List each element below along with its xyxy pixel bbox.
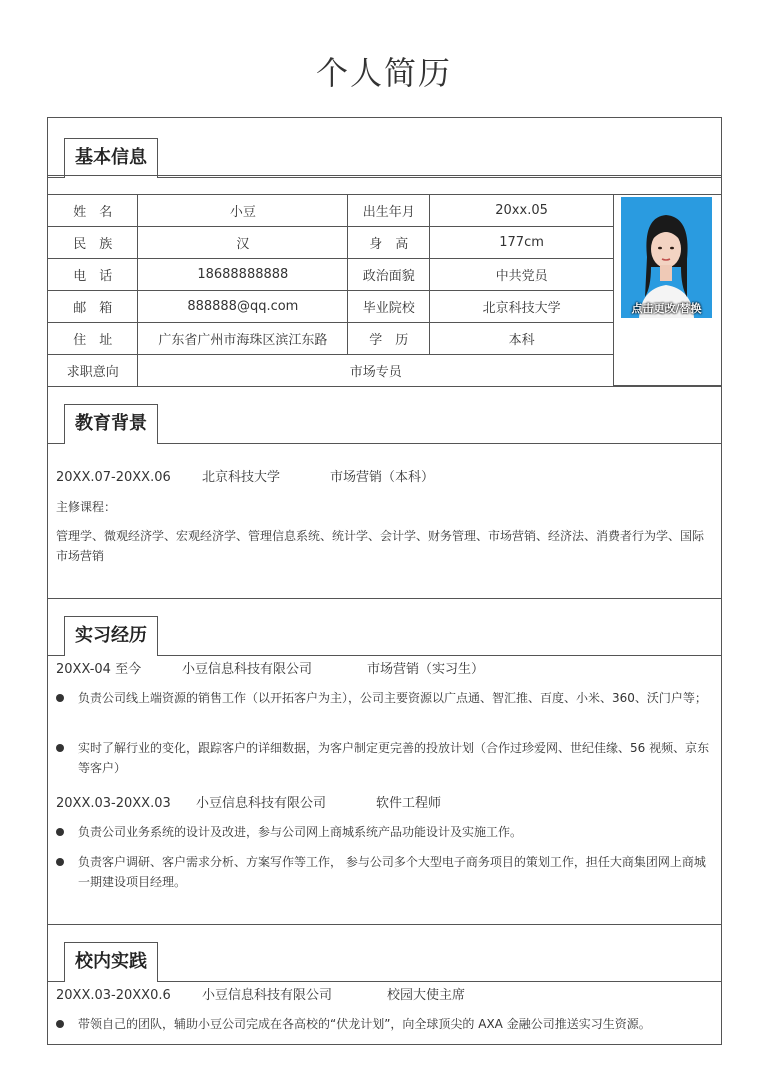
section-title-basic: 基本信息 [64, 138, 158, 178]
section-header-education [48, 404, 721, 444]
bullet-dot [56, 694, 64, 702]
value-birth[interactable]: 20xx.05 [430, 195, 614, 227]
internship-period: 20XX-04 至今 [56, 662, 142, 677]
section-header-campus [48, 942, 721, 982]
section-title-internship: 实习经历 [64, 616, 158, 656]
value-politics[interactable]: 中共党员 [430, 259, 614, 291]
courses-list: 管理学、微观经济学、宏观经济学、管理信息系统、统计学、会计学、财务管理、市场营销、经济法、消费者行为学、国际市场营销 [56, 529, 705, 563]
label-birth: 出生年月 [348, 195, 430, 227]
resume-frame [47, 117, 722, 1045]
courses-label: 主修课程： [56, 500, 117, 514]
photo-cell [614, 194, 721, 386]
value-degree[interactable]: 本科 [430, 323, 614, 355]
label-height: 身 高 [348, 227, 430, 259]
education-period: 20XX.07-20XX.06 [56, 470, 171, 485]
bullet-dot [56, 1020, 64, 1028]
value-address[interactable]: 广东省广州市海珠区滨江东路 [138, 323, 348, 355]
education-major: 市场营销（本科） [330, 470, 435, 485]
section-divider [48, 386, 721, 387]
label-degree: 学 历 [348, 323, 430, 355]
value-ethnicity[interactable]: 汉 [138, 227, 348, 259]
label-phone: 电 话 [48, 259, 138, 291]
bullet-text: 带领自己的团队，辅助小豆公司完成在各高校的“伏龙计划”，向全球顶尖的 AXA 金融公司推送实习生资源。 [78, 1017, 651, 1031]
bullet-dot [56, 744, 64, 752]
section-divider [48, 175, 721, 176]
basic-info-table [48, 194, 614, 387]
campus-company: 小豆信息科技有限公司 [202, 988, 333, 1003]
section-divider [48, 924, 721, 925]
internship-company: 小豆信息科技有限公司 [182, 662, 313, 677]
internship-company: 小豆信息科技有限公司 [196, 796, 327, 811]
table-row [48, 227, 614, 259]
table-row [48, 291, 614, 323]
profile-photo[interactable] [621, 197, 712, 318]
section-title-campus: 校内实践 [64, 942, 158, 982]
label-intent: 求职意向 [48, 355, 138, 387]
section-header-internship [48, 616, 721, 656]
education-line [56, 466, 434, 485]
value-email[interactable]: 888888@qq.com [138, 291, 348, 323]
bullet-dot [56, 858, 64, 866]
list-item [56, 738, 711, 778]
education-school: 北京科技大学 [202, 470, 281, 485]
label-email: 邮 箱 [48, 291, 138, 323]
internship-role: 软件工程师 [376, 796, 442, 811]
bullet-dot [56, 828, 64, 836]
list-item [56, 1014, 711, 1034]
list-item [56, 852, 711, 892]
campus-line [56, 984, 465, 1003]
internship-line [56, 658, 484, 677]
label-address: 住 址 [48, 323, 138, 355]
bullet-text: 负责客户调研、客户需求分析、方案写作等工作， 参与公司多个大型电子商务项目的策划工作，担任大商集团网上商城一期建设项目经理。 [78, 855, 706, 889]
photo-change-label[interactable]: 点击更改/替换 [631, 302, 702, 315]
internship-period: 20XX.03-20XX.03 [56, 796, 171, 811]
table-row [48, 195, 614, 227]
list-item [56, 688, 711, 708]
bullet-text: 负责公司业务系统的设计及改进，参与公司网上商城系统产品功能设计及实施工作。 [78, 825, 523, 839]
value-height[interactable]: 177cm [430, 227, 614, 259]
label-politics: 政治面貌 [348, 259, 430, 291]
label-name: 姓 名 [48, 195, 138, 227]
section-header-basic [48, 138, 721, 178]
internship-role: 市场营销（实习生） [367, 662, 485, 677]
campus-role: 校园大使主席 [387, 988, 466, 1003]
list-item [56, 822, 711, 842]
table-row [48, 355, 614, 387]
section-divider [48, 598, 721, 599]
campus-period: 20XX.03-20XX0.6 [56, 988, 171, 1003]
table-row [48, 323, 614, 355]
table-row [48, 259, 614, 291]
value-phone[interactable]: 18688888888 [138, 259, 348, 291]
page-title: 个人简历 [315, 54, 452, 92]
bullet-text: 负责公司线上端资源的销售工作（以开拓客户为主），公司主要资源以广点通、智汇推、百度、小米、360、沃门户等； [78, 691, 707, 705]
value-intent[interactable]: 市场专员 [138, 355, 614, 387]
label-ethnicity: 民 族 [48, 227, 138, 259]
value-name[interactable]: 小豆 [138, 195, 348, 227]
value-school[interactable]: 北京科技大学 [430, 291, 614, 323]
label-school: 毕业院校 [348, 291, 430, 323]
bullet-text: 实时了解行业的变化，跟踪客户的详细数据，为客户制定更完善的投放计划（合作过珍爱网、世纪佳缘、56 视频、京东等客户） [78, 741, 710, 775]
section-title-education: 教育背景 [64, 404, 158, 444]
internship-line [56, 792, 441, 811]
